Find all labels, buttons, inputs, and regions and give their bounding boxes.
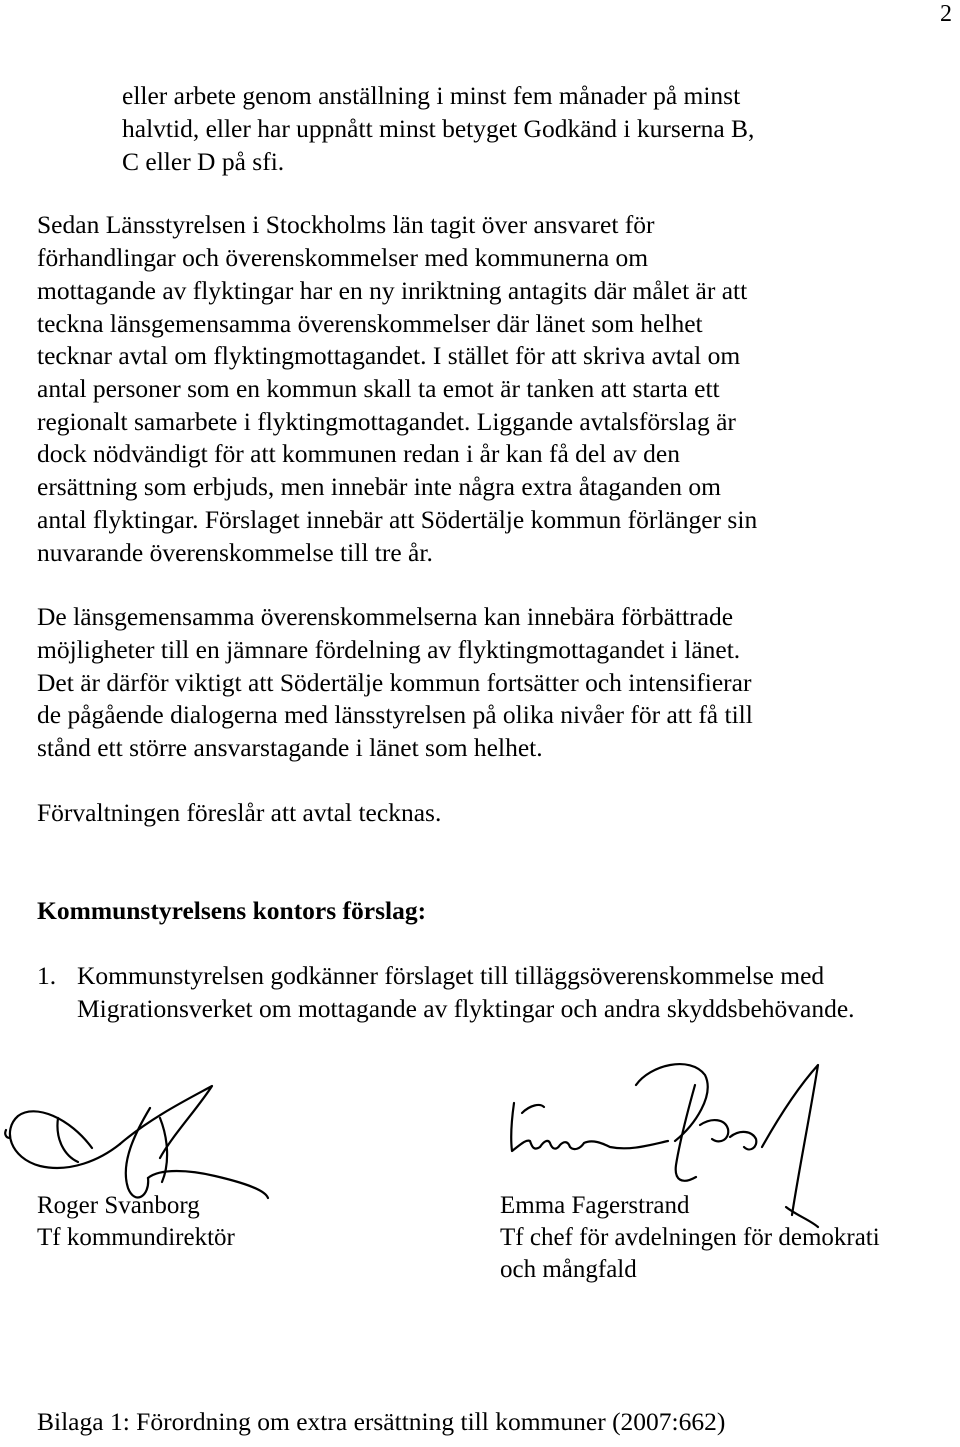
page-number: 2 (940, 1, 952, 27)
signatory-name: Emma Fagerstrand (500, 1192, 690, 1219)
intro-line: eller arbete genom anställning i minst fem månader på minst (122, 81, 741, 110)
proposal-number: 1. (37, 961, 57, 990)
attachment-reference: Bilaga 1: Förordning om extra ersättning till kommuner (2007:662) (37, 1407, 726, 1436)
paragraph-line: De länsgemensamma överenskommelserna kan innebära förbättrade (37, 602, 734, 631)
paragraph-line: Det är därför viktigt att Södertälje kommun fortsätter och intensifierar (37, 668, 752, 697)
signatory-title: Tf kommundirektör (37, 1224, 235, 1251)
paragraph-line: Förvaltningen föreslår att avtal tecknas. (37, 798, 442, 827)
paragraph-line: Sedan Länsstyrelsen i Stockholms län tagit över ansvaret för (37, 210, 655, 239)
paragraph-line: mottagande av flyktingar har en ny inriktning antagits där målet är att (37, 276, 748, 305)
paragraph-line: tecknar avtal om flyktingmottagandet. I stället för att skriva avtal om (37, 341, 741, 370)
signatory-title: och mångfald (500, 1256, 637, 1283)
section-heading: Kommunstyrelsens kontors förslag: (37, 896, 427, 925)
paragraph-line: antal flyktingar. Förslaget innebär att Södertälje kommun förlänger sin (37, 505, 758, 534)
paragraph-line: möjligheter till en jämnare fördelning av flyktingmottagandet i länet. (37, 635, 741, 664)
intro-line: halvtid, eller har uppnått minst betyget Godkänd i kurserna B, (122, 114, 755, 143)
paragraph-line: de pågående dialogerna med länsstyrelsen på olika nivåer för att få till (37, 700, 753, 729)
proposal-line: Kommunstyrelsen godkänner förslaget till tilläggsöverenskommelse med (77, 961, 825, 990)
paragraph-line: förhandlingar och överenskommelser med kommunerna om (37, 243, 649, 272)
signatory-name: Roger Svanborg (37, 1192, 200, 1219)
paragraph-line: regionalt samarbete i flyktingmottagandet. Liggande avtalsförslag är (37, 407, 736, 436)
intro-line: C eller D på sfi. (122, 147, 285, 176)
paragraph-line: nuvarande överenskommelse till tre år. (37, 538, 433, 567)
signatory-title: Tf chef för avdelningen för demokrati (500, 1224, 880, 1251)
paragraph-line: dock nödvändigt för att kommunen redan i år kan få del av den (37, 439, 680, 468)
paragraph-line: antal personer som en kommun skall ta emot är tanken att starta ett (37, 374, 720, 403)
paragraph-line: stånd ett större ansvarstagande i länet som helhet. (37, 733, 543, 762)
proposal-line: Migrationsverket om mottagande av flyktingar och andra skyddsbehövande. (77, 994, 855, 1023)
paragraph-line: teckna länsgemensamma överenskommelser där länet som helhet (37, 309, 703, 338)
paragraph-line: ersättning som erbjuds, men innebär inte några extra åtaganden om (37, 472, 722, 501)
